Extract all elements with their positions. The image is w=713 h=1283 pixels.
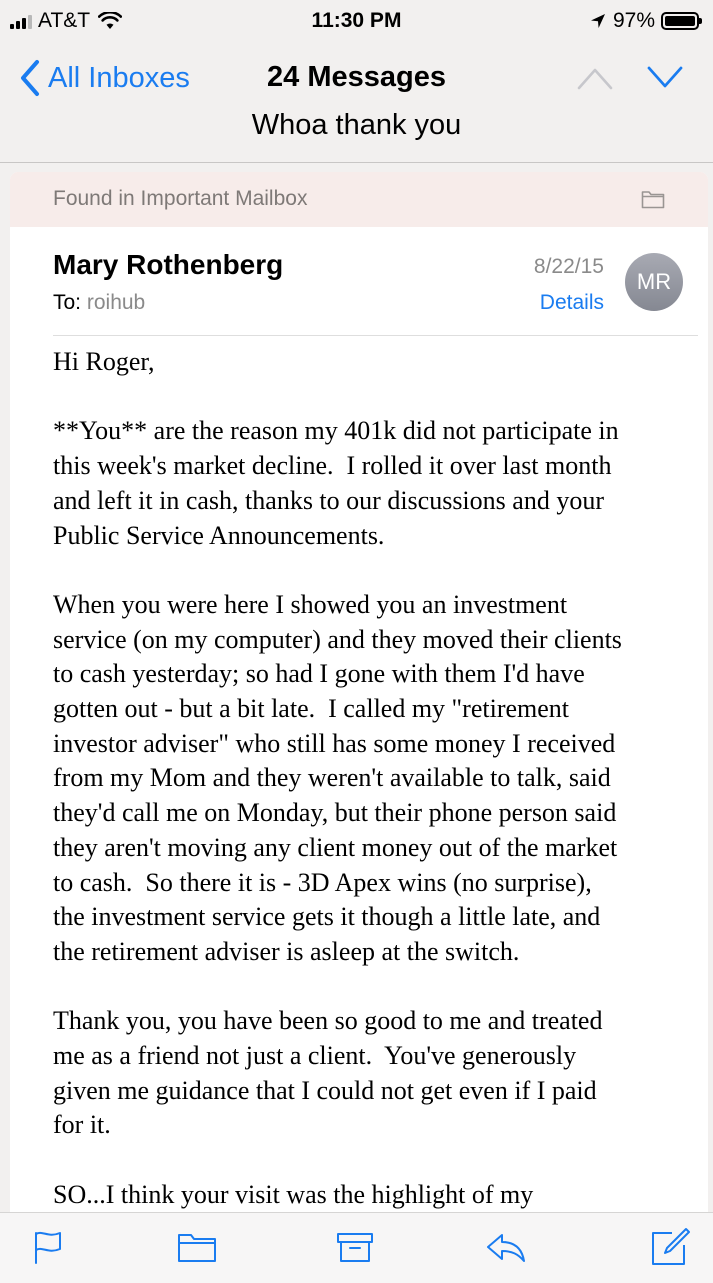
navigation-bar	[0, 42, 713, 163]
move-to-folder-button[interactable]	[177, 1227, 217, 1267]
reply-button[interactable]	[486, 1227, 526, 1267]
archive-button[interactable]	[335, 1227, 375, 1267]
archive-icon	[335, 1227, 375, 1267]
status-bar	[0, 0, 713, 42]
body-paragraph: When you were here I showed you an investment service (on my computer) and they moved their clients to cash yesterday; so had I gone with them I'd have gotten out - but a bit late. I called my "retirement investor adviser" who still has some money I received from my Mom and they weren't available to talk, said they'd call me on Monday, but their phone person said they aren't moving any client money out of the market to cash. So there it is - 3D Apex wins (no surprise), the investment service gets it though a little late, and the retirement adviser is asleep at the switch.	[53, 589, 622, 966]
carrier-name: AT&T	[38, 9, 91, 32]
battery-icon	[661, 12, 699, 30]
body-paragraph: SO...I think your visit was the highlight of my	[53, 1179, 534, 1209]
back-label: All Inboxes	[48, 61, 190, 94]
reply-icon	[486, 1227, 526, 1267]
recipient-name[interactable]: roihub	[86, 291, 146, 314]
folder-icon[interactable]	[641, 189, 665, 209]
message-header	[53, 227, 698, 336]
compose-button[interactable]	[650, 1227, 690, 1267]
message-card	[10, 172, 708, 1212]
flag-button[interactable]	[28, 1227, 68, 1267]
location-arrow-icon	[589, 12, 607, 30]
previous-message-button[interactable]	[576, 64, 614, 92]
message-count: 24 Messages	[267, 61, 446, 93]
folder-icon	[177, 1227, 217, 1267]
next-message-button[interactable]	[646, 64, 684, 92]
mailbox-banner	[10, 172, 708, 227]
compose-icon	[650, 1227, 690, 1267]
battery-group	[589, 9, 699, 33]
message-body	[53, 345, 693, 1212]
sender-name[interactable]: Mary Rothenberg	[53, 249, 284, 280]
body-paragraph: **You** are the reason my 401k did not participate in this week's market decline. I rolled it over last month and left it in cash, thanks to our discussions and your Public Service Announcements.	[53, 416, 619, 550]
flag-icon	[28, 1227, 68, 1267]
body-paragraph: Thank you, you have been so good to me and treated me as a friend not just a client. You've generously given me guidance that I could not get even if I paid for it.	[53, 1006, 603, 1140]
battery-percent: 97%	[612, 9, 655, 32]
clock: 11:30 PM	[311, 9, 402, 32]
bottom-toolbar	[0, 1212, 713, 1283]
body-paragraph: Hi Roger,	[53, 347, 155, 376]
message-date: 8/22/15	[533, 255, 604, 278]
details-link[interactable]: Details	[539, 291, 604, 314]
avatar[interactable]: MR	[625, 253, 683, 311]
mailbox-banner-text: Found in Important Mailbox	[53, 187, 308, 210]
to-label: To:	[53, 291, 82, 314]
thread-subject: Whoa thank you	[251, 109, 462, 141]
recipient-row	[53, 291, 145, 315]
